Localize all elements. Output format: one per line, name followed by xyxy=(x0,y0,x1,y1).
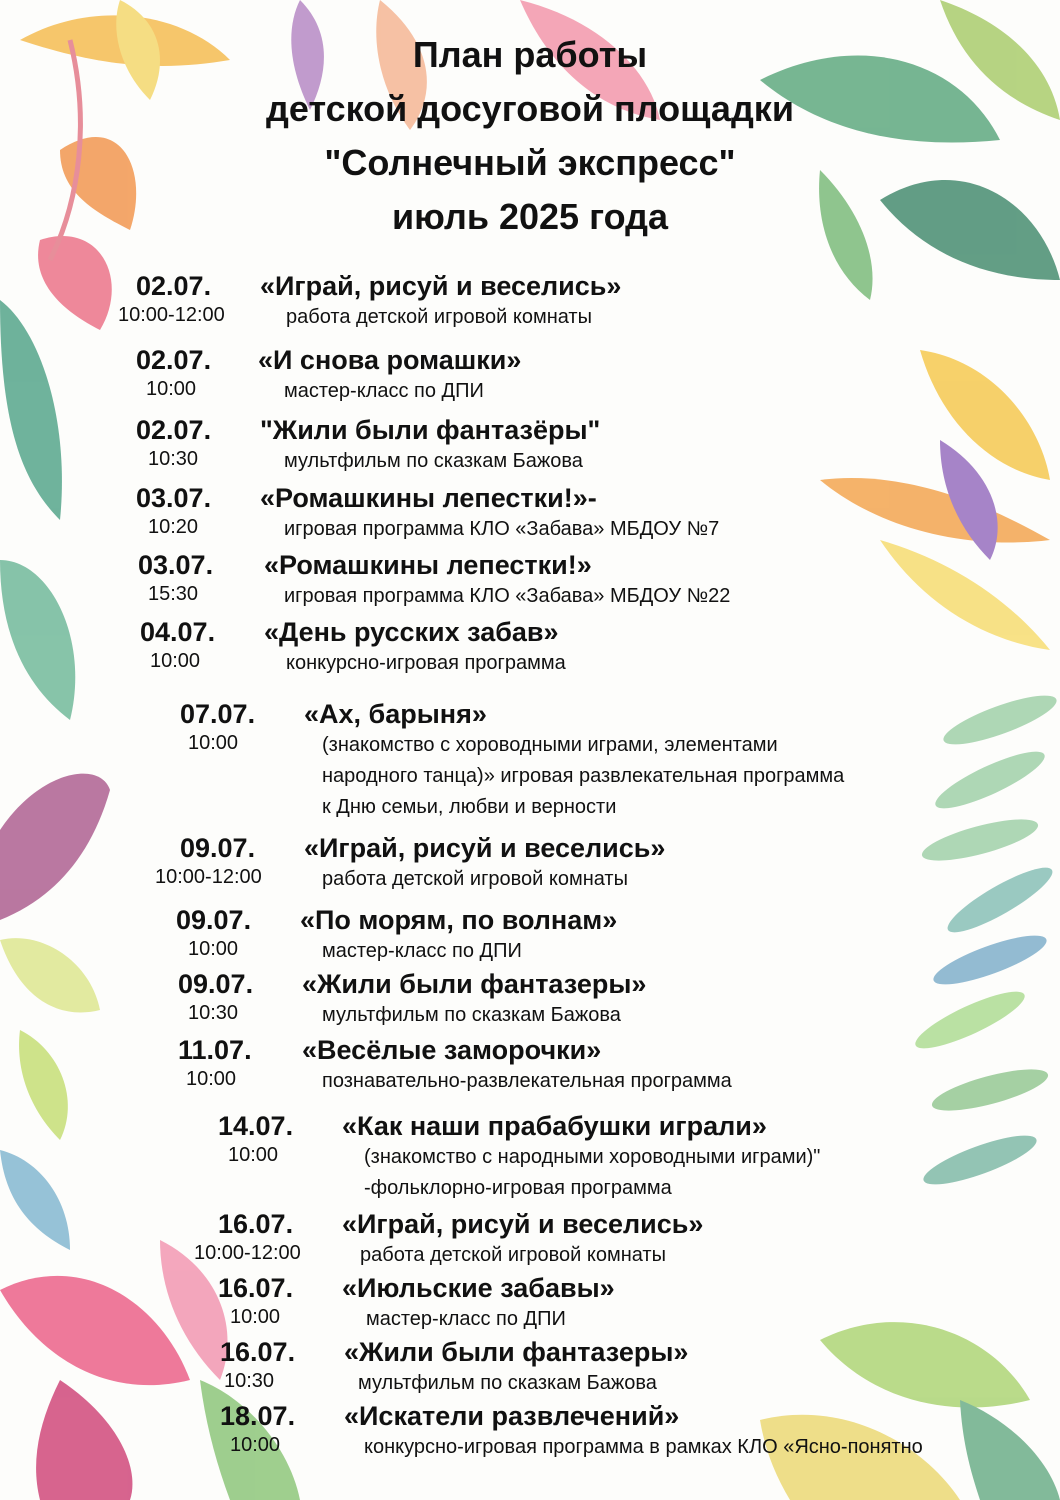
event-description xyxy=(284,581,730,612)
event-description xyxy=(358,1368,657,1399)
event-time: 15:30 xyxy=(148,583,199,605)
event-date: 16.07. xyxy=(218,1209,294,1239)
event-time: 10:20 xyxy=(148,516,199,538)
document-title xyxy=(0,28,1060,244)
title-line-1: План работы xyxy=(412,34,648,75)
event-description xyxy=(286,302,592,333)
event-name: «Жили были фантазеры» xyxy=(302,969,647,999)
event-description xyxy=(286,648,566,679)
event-name: «Играй, рисуй и веселись» xyxy=(260,271,622,301)
event-description xyxy=(322,730,844,823)
event-name: «Ах, барыня» xyxy=(304,699,487,729)
event-description xyxy=(364,1142,820,1204)
event-description xyxy=(322,1066,732,1097)
event-description xyxy=(322,864,628,895)
event-time: 10:30 xyxy=(224,1370,275,1392)
event-description xyxy=(322,936,522,967)
title-line-4: июль 2025 года xyxy=(392,196,668,237)
event-name: «Искатели развлечений» xyxy=(344,1401,680,1431)
event-date: 09.07. xyxy=(178,969,254,999)
event-date: 14.07. xyxy=(218,1111,294,1141)
event-description xyxy=(284,446,583,477)
event-time: 10:00 xyxy=(230,1306,281,1328)
event-description-line: (знакомство с народными хороводными играми)" xyxy=(364,1146,821,1168)
event-description-line: к Дню семьи, любви и верности xyxy=(322,796,617,818)
event-description xyxy=(322,1000,621,1031)
event-description-line: работа детской игровой комнаты xyxy=(286,306,592,328)
event-description-line: познавательно-развлекательная программа xyxy=(322,1070,732,1092)
event-name: «По морям, по волнам» xyxy=(300,905,618,935)
event-name: «Ромашкины лепестки!»- xyxy=(260,483,597,513)
event-description-line: конкурсно-игровая программа в рамках КЛО «Ясно-понятно xyxy=(364,1436,923,1458)
event-date: 03.07. xyxy=(136,483,212,513)
event-name: «Как наши прабабушки играли» xyxy=(342,1111,767,1141)
event-date: 02.07. xyxy=(136,271,212,301)
event-name: «Жили были фантазеры» xyxy=(344,1337,689,1367)
event-description-line: мультфильм по сказкам Бажова xyxy=(284,450,583,472)
event-time: 10:00-12:00 xyxy=(194,1242,301,1264)
event-date: 11.07. xyxy=(178,1035,252,1065)
event-description-line: игровая программа КЛО «Забава» МБДОУ №22 xyxy=(284,585,731,607)
event-date: 04.07. xyxy=(140,617,216,647)
event-time: 10:00 xyxy=(228,1144,279,1166)
event-date: 16.07. xyxy=(220,1337,296,1367)
event-description-line: работа детской игровой комнаты xyxy=(322,868,628,890)
event-name: «Играй, рисуй и веселись» xyxy=(342,1209,704,1239)
event-time: 10:00 xyxy=(188,732,239,754)
event-description-line: игровая программа КЛО «Забава» МБДОУ №7 xyxy=(284,518,720,540)
event-description-line: мастер-класс по ДПИ xyxy=(322,940,522,962)
event-description xyxy=(364,1432,923,1463)
title-line-2: детской досуговой площадки xyxy=(266,88,794,129)
event-time: 10:00-12:00 xyxy=(155,866,262,888)
event-name: «Играй, рисуй и веселись» xyxy=(304,833,666,863)
event-date: 07.07. xyxy=(180,699,256,729)
event-time: 10:00 xyxy=(188,938,239,960)
event-time: 10:00 xyxy=(230,1434,281,1456)
event-date: 02.07. xyxy=(136,345,212,375)
event-description-line: -фольклорно-игровая программа xyxy=(364,1177,672,1199)
event-date: 16.07. xyxy=(218,1273,294,1303)
event-name: «Июльские забавы» xyxy=(342,1273,615,1303)
event-time: 10:00 xyxy=(186,1068,237,1090)
event-date: 02.07. xyxy=(136,415,212,445)
event-time: 10:00 xyxy=(146,378,197,400)
event-description xyxy=(360,1240,666,1271)
event-name: "Жили были фантазёры" xyxy=(260,415,601,445)
event-description xyxy=(284,376,484,407)
event-description-line: работа детской игровой комнаты xyxy=(360,1244,666,1266)
event-description-line: народного танца)» игровая развлекательная программа xyxy=(322,765,845,787)
event-description xyxy=(284,514,719,545)
event-name: «Ромашкины лепестки!» xyxy=(264,550,592,580)
event-description-line: конкурсно-игровая программа xyxy=(286,652,566,674)
event-description-line: мастер-класс по ДПИ xyxy=(366,1308,566,1330)
event-date: 09.07. xyxy=(180,833,256,863)
event-name: «Весёлые заморочки» xyxy=(302,1035,602,1065)
event-date: 18.07. xyxy=(220,1401,296,1431)
event-name: «И снова ромашки» xyxy=(258,345,522,375)
event-description-line: мастер-класс по ДПИ xyxy=(284,380,484,402)
event-time: 10:00-12:00 xyxy=(118,304,225,326)
event-time: 10:30 xyxy=(148,448,199,470)
event-description xyxy=(366,1304,566,1335)
event-time: 10:30 xyxy=(188,1002,239,1024)
title-line-3: "Солнечный экспресс" xyxy=(324,142,736,183)
event-time: 10:00 xyxy=(150,650,201,672)
event-description-line: мультфильм по сказкам Бажова xyxy=(322,1004,621,1026)
event-date: 09.07. xyxy=(176,905,252,935)
event-date: 03.07. xyxy=(138,550,214,580)
event-name: «День русских забав» xyxy=(264,617,559,647)
event-description-line: мультфильм по сказкам Бажова xyxy=(358,1372,657,1394)
event-description-line: (знакомство с хороводными играми, элементами xyxy=(322,734,778,756)
